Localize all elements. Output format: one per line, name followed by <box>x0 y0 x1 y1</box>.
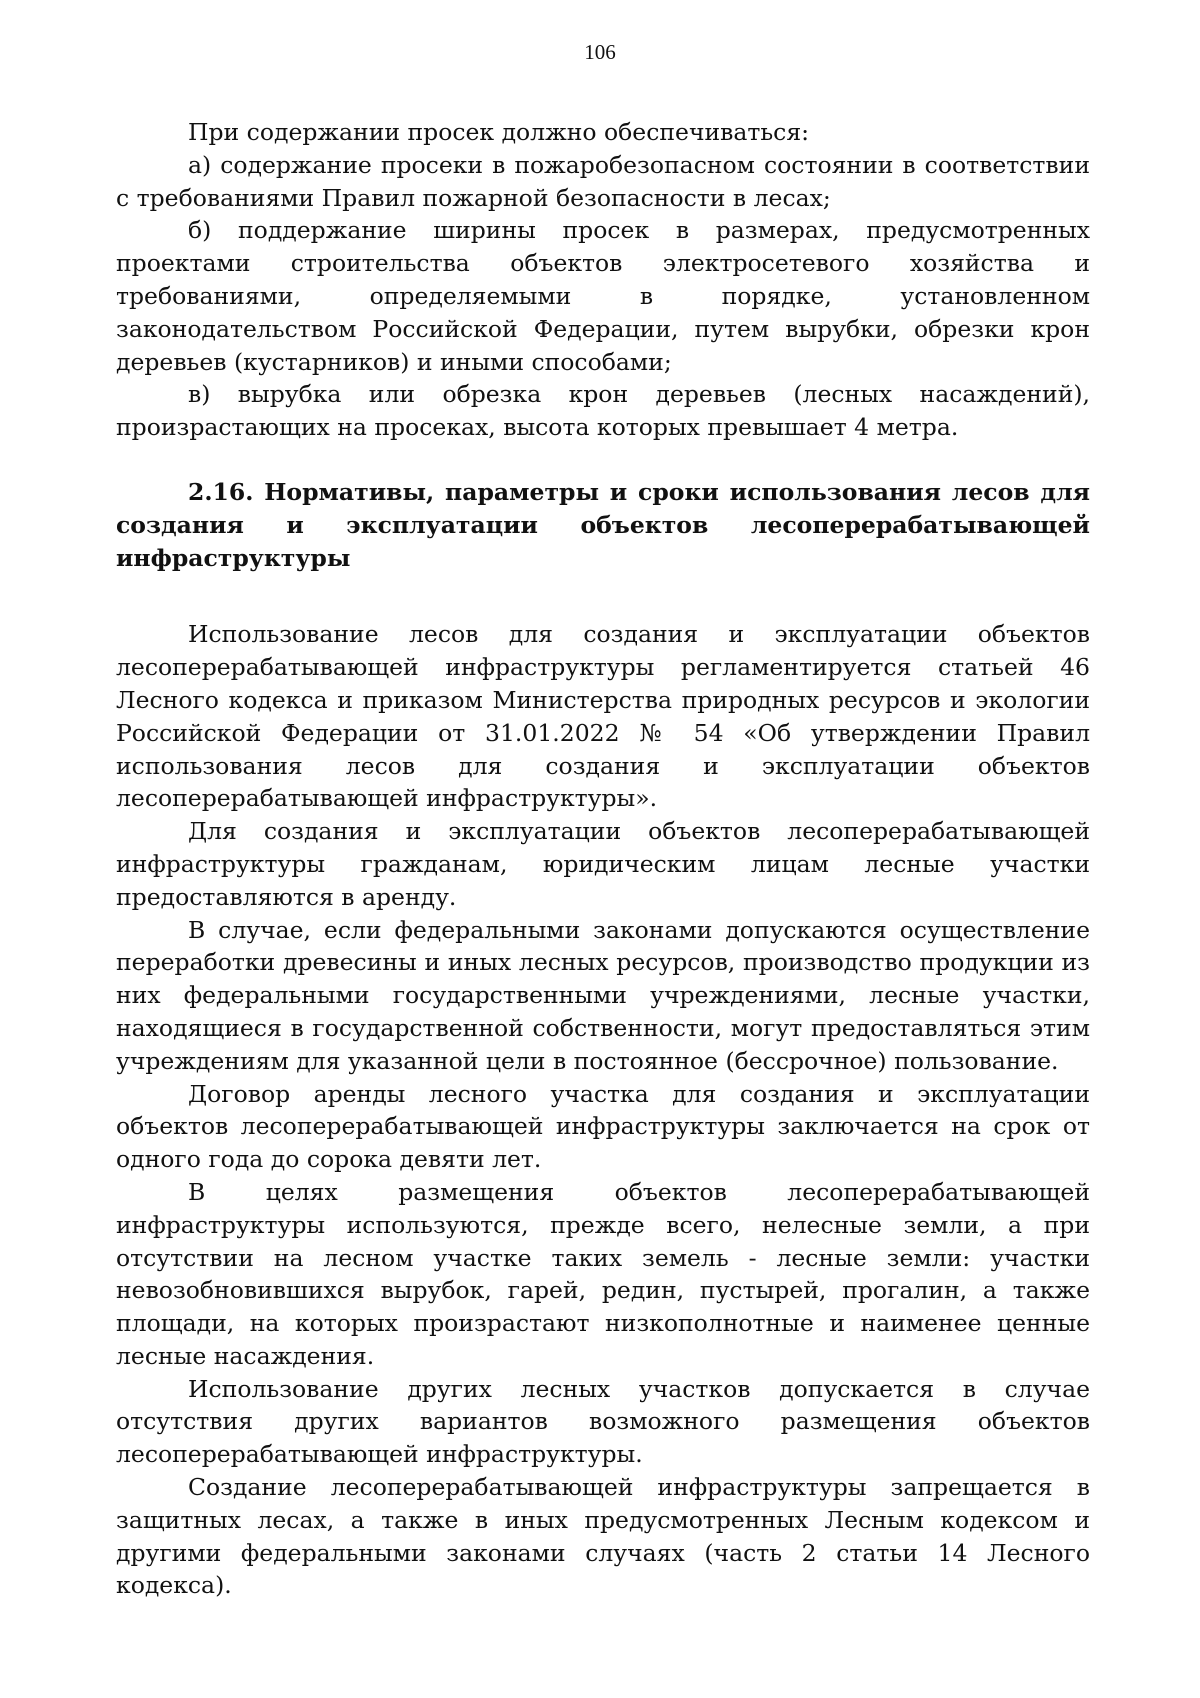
section-paragraph: Использование других лесных участков допускается в случае отсутствия других вариантов возможного размещения объектов лесоперерабатывающей инфраструктуры. <box>116 1374 1090 1469</box>
section-paragraph: В случае, если федеральными законами допускаются осуществление переработки древесины и иных лесных ресурсов, производство продукции из них федеральными государственными учреждениями, лесные участки, находящиеся в государственной собственности, могут предоставляться этим учреждениям для указанной цели в постоянное (бессрочное) пользование. <box>116 915 1090 1075</box>
section-paragraph: В целях размещения объектов лесоперерабатывающей инфраструктуры используются, прежде всего, нелесные земли, а при отсутствии на лесном участке таких земель - лесные земли: участки невозобновившихся вырубок, гарей, редин, пустырей, прогалин, а также площади, на которых произрастают низкополнотные и наименее ценные лесные насаждения. <box>116 1177 1090 1370</box>
intro-lead: При содержании просек должно обеспечиваться: <box>188 118 810 146</box>
section-paragraph: Для создания и эксплуатации объектов лесоперерабатывающей инфраструктуры гражданам, юридическим лицам лесные участки предоставляются в аренду. <box>116 817 1090 911</box>
section-paragraph: Договор аренды лесного участка для создания и эксплуатации объектов лесоперерабатывающей инфраструктуры заключается на срок от одного года до сорока девяти лет. <box>116 1079 1090 1174</box>
intro-item-a: а) содержание просеки в пожаробезопасном состоянии в соответствии с требованиями Правил пожарной безопасности в лесах; <box>116 150 1090 212</box>
spacer <box>116 574 1090 618</box>
spacer <box>116 444 1090 476</box>
page-content <box>116 116 1090 1602</box>
section-paragraph: Использование лесов для создания и эксплуатации объектов лесоперерабатывающей инфраструктуры регламентируется статьей 46 Лесного кодекса и приказом Министерства природных ресурсов и экологии Российской Федерации от 31.01.2022 № 54 «Об утверждении Правил использования лесов для создания и эксплуатации объектов лесоперерабатывающей инфраструктуры». <box>116 620 1090 813</box>
intro-item-b: б) поддержание ширины просек в размерах, предусмотренных проектами строительства объектов электросетевого хозяйства и требованиями, определяемыми в порядке, установленном законодательством Российской Федерации, путем вырубки, обрезки крон деревьев (кустарников) и иными способами; <box>116 216 1090 376</box>
page-number: 106 <box>584 40 616 64</box>
section-heading: 2.16. Нормативы, параметры и сроки использования лесов для создания и эксплуатации объектов лесоперерабатывающей инфраструктуры <box>116 477 1090 572</box>
intro-item-c: в) вырубка или обрезка крон деревьев (лесных насаждений), произрастающих на просеках, высота которых превышает 4 метра. <box>116 380 1090 442</box>
section-paragraph: Создание лесоперерабатывающей инфраструктуры запрещается в защитных лесах, а также в иных предусмотренных Лесным кодексом и другими федеральными законами случаях (часть 2 статьи 14 Лесного кодекса). <box>116 1473 1090 1600</box>
